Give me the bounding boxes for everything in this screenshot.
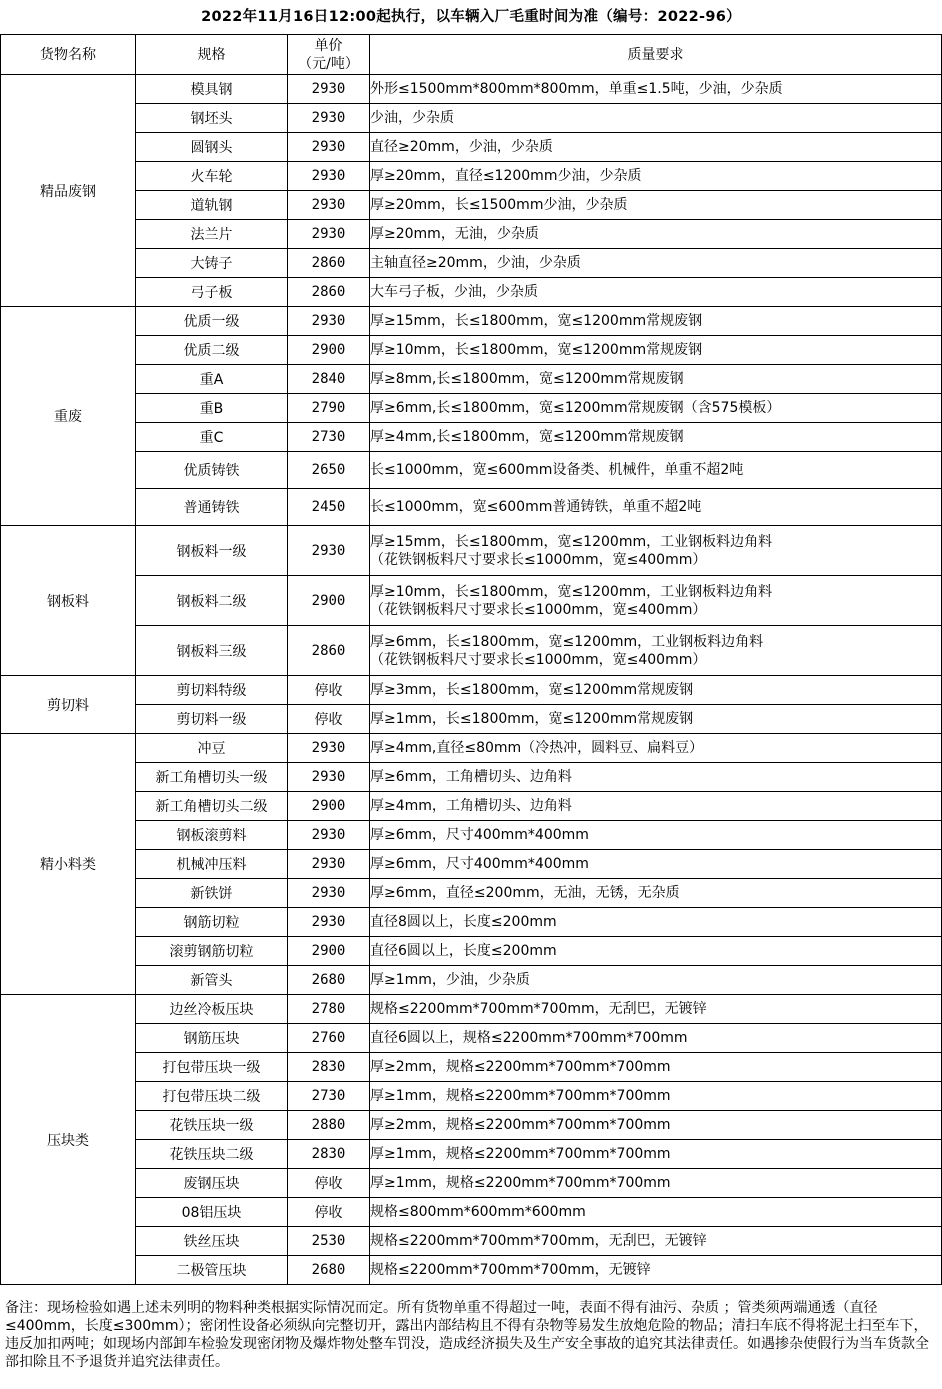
requirement-cell xyxy=(370,133,942,162)
table-row xyxy=(1,307,942,336)
price-cell: 停收 xyxy=(288,705,370,734)
requirement-text: 厚≥20mm，直径≤1200mm少油，少杂质 xyxy=(370,168,642,184)
price-cell: 2900 xyxy=(288,937,370,966)
requirement-text: 长≤1000mm，宽≤600mm普通铸铁，单重不超2吨 xyxy=(370,499,702,515)
spec-cell: 打包带压块一级 xyxy=(136,1053,288,1082)
spec-cell: 钢筋压块 xyxy=(136,1024,288,1053)
price-cell: 2930 xyxy=(288,133,370,162)
price-cell: 2930 xyxy=(288,821,370,850)
header-row xyxy=(1,35,942,75)
requirement-cell xyxy=(370,75,942,104)
requirement-text: 外形≤1500mm*800mm*800mm，单重≤1.5吨，少油，少杂质 xyxy=(370,81,783,97)
spec-cell: 钢坯头 xyxy=(136,104,288,133)
requirement-cell xyxy=(370,676,942,705)
requirement-text: 厚≥4mm,直径≤80mm（冷热冲，圆料豆、扁料豆） xyxy=(370,740,704,756)
price-cell: 2930 xyxy=(288,162,370,191)
table-row xyxy=(1,995,942,1024)
price-cell: 2930 xyxy=(288,220,370,249)
requirement-text: 厚≥2mm，规格≤2200mm*700mm*700mm xyxy=(370,1059,671,1075)
requirement-text: 直径6圆以上，长度≤200mm xyxy=(370,943,557,959)
requirement-text: 厚≥1mm，长≤1800mm，宽≤1200mm常规废钢 xyxy=(370,711,694,727)
requirement-cell xyxy=(370,394,942,423)
spec-cell: 机械冲压料 xyxy=(136,850,288,879)
requirement-text: 厚≥20mm，长≤1500mm少油，少杂质 xyxy=(370,197,628,213)
spec-cell: 大铸子 xyxy=(136,249,288,278)
requirement-text: 厚≥15mm，长≤1800mm，宽≤1200mm，工业钢板料边角料 xyxy=(370,533,773,550)
table-row xyxy=(1,1053,942,1082)
spec-cell: 新工角槽切头一级 xyxy=(136,763,288,792)
requirement-text: 厚≥2mm，规格≤2200mm*700mm*700mm xyxy=(370,1117,671,1133)
price-cell: 2930 xyxy=(288,104,370,133)
table-row xyxy=(1,526,942,576)
table-row xyxy=(1,1111,942,1140)
table-row xyxy=(1,489,942,526)
table-row xyxy=(1,220,942,249)
spec-cell: 打包带压块二级 xyxy=(136,1082,288,1111)
table-row xyxy=(1,792,942,821)
spec-cell: 新工角槽切头二级 xyxy=(136,792,288,821)
page-title: 2022年11月16日12:00起执行，以车辆入厂毛重时间为准（编号：2022-96） xyxy=(201,9,741,25)
requirement-cell xyxy=(370,705,942,734)
spec-cell: 冲豆 xyxy=(136,734,288,763)
spec-cell: 优质一级 xyxy=(136,307,288,336)
spec-cell: 普通铸铁 xyxy=(136,489,288,526)
requirement-text: 厚≥1mm，规格≤2200mm*700mm*700mm xyxy=(370,1146,671,1162)
requirement-text: 厚≥4mm，工角槽切头、边角料 xyxy=(370,798,572,814)
price-cell: 2900 xyxy=(288,792,370,821)
table-row xyxy=(1,676,942,705)
price-cell: 停收 xyxy=(288,1198,370,1227)
requirement-text: 厚≥6mm，尺寸400mm*400mm xyxy=(370,827,589,843)
spec-cell: 道轨钢 xyxy=(136,191,288,220)
table-row xyxy=(1,821,942,850)
spec-cell: 花铁压块二级 xyxy=(136,1140,288,1169)
spec-cell: 铁丝压块 xyxy=(136,1227,288,1256)
requirement-cell xyxy=(370,966,942,995)
spec-cell: 花铁压块一级 xyxy=(136,1111,288,1140)
table-row xyxy=(1,908,942,937)
requirement-cell xyxy=(370,1198,942,1227)
requirement-text: 厚≥6mm，尺寸400mm*400mm xyxy=(370,856,589,872)
category-name: 重废 xyxy=(1,307,136,526)
requirement-subtext: （花铁钢板料尺寸要求长≤1000mm，宽≤400mm） xyxy=(370,551,707,568)
requirement-text: 厚≥6mm，工角槽切头、边角料 xyxy=(370,769,572,785)
requirement-cell xyxy=(370,1256,942,1285)
table-row xyxy=(1,191,942,220)
requirement-text: 少油，少杂质 xyxy=(370,110,454,126)
price-cell: 2930 xyxy=(288,75,370,104)
requirement-cell xyxy=(370,489,942,526)
requirement-cell xyxy=(370,1053,942,1082)
requirement-text: 厚≥1mm，规格≤2200mm*700mm*700mm xyxy=(370,1088,671,1104)
header-name: 货物名称 xyxy=(1,35,136,75)
requirement-cell xyxy=(370,908,942,937)
price-cell: 2880 xyxy=(288,1111,370,1140)
spec-cell: 火车轮 xyxy=(136,162,288,191)
requirement-cell xyxy=(370,850,942,879)
price-cell: 2860 xyxy=(288,626,370,676)
price-cell: 2530 xyxy=(288,1227,370,1256)
spec-cell: 圆钢头 xyxy=(136,133,288,162)
table-row xyxy=(1,133,942,162)
table-row xyxy=(1,1082,942,1111)
category-name: 压块类 xyxy=(1,995,136,1285)
category-name: 剪切料 xyxy=(1,676,136,734)
table-row xyxy=(1,394,942,423)
header-price xyxy=(288,35,370,75)
price-cell: 2930 xyxy=(288,307,370,336)
table-row xyxy=(1,336,942,365)
spec-cell: 钢板料一级 xyxy=(136,526,288,576)
spec-cell: 新管头 xyxy=(136,966,288,995)
requirement-cell xyxy=(370,220,942,249)
requirement-cell xyxy=(370,1227,942,1256)
price-cell: 2930 xyxy=(288,850,370,879)
table-row xyxy=(1,249,942,278)
table-row xyxy=(1,1198,942,1227)
requirement-cell xyxy=(370,249,942,278)
table-row xyxy=(1,850,942,879)
requirement-cell xyxy=(370,763,942,792)
table-row xyxy=(1,1256,942,1285)
requirement-cell xyxy=(370,734,942,763)
price-cell: 2780 xyxy=(288,995,370,1024)
requirement-cell xyxy=(370,526,942,576)
requirement-subtext: （花铁钢板料尺寸要求长≤1000mm，宽≤400mm） xyxy=(370,601,707,618)
requirement-text: 规格≤2200mm*700mm*700mm，无镀锌 xyxy=(370,1262,651,1278)
table-row xyxy=(1,734,942,763)
price-cell: 2930 xyxy=(288,734,370,763)
table-row xyxy=(1,879,942,908)
price-cell: 2650 xyxy=(288,452,370,489)
requirement-cell xyxy=(370,336,942,365)
spec-cell: 弓子板 xyxy=(136,278,288,307)
requirement-text: 厚≥3mm，长≤1800mm，宽≤1200mm常规废钢 xyxy=(370,682,694,698)
requirement-text: 厚≥10mm，长≤1800mm，宽≤1200mm常规废钢 xyxy=(370,342,703,358)
price-cell: 停收 xyxy=(288,676,370,705)
spec-cell: 剪切料一级 xyxy=(136,705,288,734)
table-row xyxy=(1,763,942,792)
price-cell: 2900 xyxy=(288,336,370,365)
table-row xyxy=(1,1140,942,1169)
price-cell: 2930 xyxy=(288,191,370,220)
category-name: 精小料类 xyxy=(1,734,136,995)
spec-cell: 模具钢 xyxy=(136,75,288,104)
price-cell: 2830 xyxy=(288,1140,370,1169)
requirement-cell xyxy=(370,937,942,966)
requirement-text: 主轴直径≥20mm，少油，少杂质 xyxy=(370,255,581,271)
requirement-subtext: （花铁钢板料尺寸要求长≤1000mm，宽≤400mm） xyxy=(370,651,707,668)
spec-cell: 剪切料特级 xyxy=(136,676,288,705)
spec-cell: 钢板料三级 xyxy=(136,626,288,676)
spec-cell: 重B xyxy=(136,394,288,423)
spec-cell: 废钢压块 xyxy=(136,1169,288,1198)
requirement-text: 厚≥4mm,长≤1800mm，宽≤1200mm常规废钢 xyxy=(370,429,684,445)
price-cell: 2860 xyxy=(288,278,370,307)
requirement-cell xyxy=(370,191,942,220)
table-row xyxy=(1,937,942,966)
price-cell: 2930 xyxy=(288,908,370,937)
requirement-cell xyxy=(370,792,942,821)
header-price-line1: 单价 xyxy=(314,37,343,54)
price-cell: 2760 xyxy=(288,1024,370,1053)
table-row xyxy=(1,576,942,626)
category-name: 钢板料 xyxy=(1,526,136,676)
price-cell: 2860 xyxy=(288,249,370,278)
price-cell: 2930 xyxy=(288,526,370,576)
requirement-cell xyxy=(370,1024,942,1053)
requirement-cell xyxy=(370,1111,942,1140)
price-cell: 2730 xyxy=(288,423,370,452)
table-row xyxy=(1,278,942,307)
table-row xyxy=(1,1227,942,1256)
requirement-text: 直径≥20mm，少油，少杂质 xyxy=(370,139,553,155)
price-cell: 2730 xyxy=(288,1082,370,1111)
table-row xyxy=(1,1169,942,1198)
price-cell: 停收 xyxy=(288,1169,370,1198)
requirement-text: 厚≥6mm，长≤1800mm，宽≤1200mm，工业钢板料边角料 xyxy=(370,633,764,650)
price-cell: 2840 xyxy=(288,365,370,394)
requirement-text: 直径8圆以上，长度≤200mm xyxy=(370,914,557,930)
spec-cell: 滚剪钢筋切粒 xyxy=(136,937,288,966)
requirement-cell xyxy=(370,626,942,676)
requirement-text: 厚≥15mm，长≤1800mm，宽≤1200mm常规废钢 xyxy=(370,313,703,329)
price-cell: 2450 xyxy=(288,489,370,526)
spec-cell: 钢板料二级 xyxy=(136,576,288,626)
requirement-cell xyxy=(370,1082,942,1111)
requirement-cell xyxy=(370,423,942,452)
requirement-cell xyxy=(370,365,942,394)
requirement-cell xyxy=(370,1169,942,1198)
spec-cell: 二极管压块 xyxy=(136,1256,288,1285)
price-cell: 2930 xyxy=(288,879,370,908)
table-row xyxy=(1,626,942,676)
remark-note: 备注：现场检验如遇上述未列明的物料种类根据实际情况而定。所有货物单重不得超过一吨，表面不得有油污、杂质 ；管类须两端通透（直径≤400mm，长度≤300mm）；密闭性设备必须纵向完整切开，露出内部结构且不得有杂物等易发生放炮危险的物品；清扫车底不得将泥土扫至车下，违反加扣两吨；如现场内部卸车检验发现密闭物及爆炸物处整车罚没，造成经济损失及生产安全事故的追究其法律责任。如遇掺杂使假行为当车货款全部扣除且不予退货并追究法律责任。 xyxy=(5,1300,929,1370)
price-cell: 2680 xyxy=(288,1256,370,1285)
requirement-text: 厚≥6mm,长≤1800mm，宽≤1200mm常规废钢（含575模板） xyxy=(370,400,781,416)
spec-cell: 重A xyxy=(136,365,288,394)
requirement-text: 厚≥10mm，长≤1800mm，宽≤1200mm，工业钢板料边角料 xyxy=(370,583,773,600)
price-cell: 2790 xyxy=(288,394,370,423)
spec-cell: 优质二级 xyxy=(136,336,288,365)
requirement-cell xyxy=(370,104,942,133)
price-cell: 2830 xyxy=(288,1053,370,1082)
table-row xyxy=(1,104,942,133)
requirement-text: 厚≥20mm，无油，少杂质 xyxy=(370,226,539,242)
table-row xyxy=(1,966,942,995)
requirement-text: 规格≤2200mm*700mm*700mm，无刮巴，无镀锌 xyxy=(370,1233,707,1249)
requirement-cell xyxy=(370,162,942,191)
table-row xyxy=(1,452,942,489)
requirement-cell xyxy=(370,821,942,850)
price-cell: 2680 xyxy=(288,966,370,995)
price-cell: 2900 xyxy=(288,576,370,626)
requirement-text: 大车弓子板，少油，少杂质 xyxy=(370,284,538,300)
requirement-cell xyxy=(370,307,942,336)
requirement-text: 规格≤2200mm*700mm*700mm，无刮巴，无镀锌 xyxy=(370,1001,707,1017)
requirement-text: 长≤1000mm，宽≤600mm设备类、机械件，单重不超2吨 xyxy=(370,462,744,478)
spec-cell: 新铁饼 xyxy=(136,879,288,908)
requirement-cell xyxy=(370,995,942,1024)
table-row xyxy=(1,705,942,734)
requirement-cell xyxy=(370,879,942,908)
price-cell: 2930 xyxy=(288,763,370,792)
spec-cell: 钢板滚剪料 xyxy=(136,821,288,850)
requirement-text: 厚≥1mm，少油，少杂质 xyxy=(370,972,530,988)
requirement-text: 直径6圆以上，规格≤2200mm*700mm*700mm xyxy=(370,1030,688,1046)
spec-cell: 边丝冷板压块 xyxy=(136,995,288,1024)
table-row xyxy=(1,162,942,191)
requirement-text: 规格≤800mm*600mm*600mm xyxy=(370,1204,586,1220)
requirement-cell xyxy=(370,278,942,307)
spec-cell: 法兰片 xyxy=(136,220,288,249)
category-name: 精品废钢 xyxy=(1,75,136,307)
spec-cell: 优质铸铁 xyxy=(136,452,288,489)
header-price-line2: （元/吨） xyxy=(298,55,359,72)
spec-cell: 钢筋切粒 xyxy=(136,908,288,937)
requirement-text: 厚≥6mm，直径≤200mm，无油，无锈，无杂质 xyxy=(370,885,680,901)
table-row xyxy=(1,423,942,452)
table-row xyxy=(1,75,942,104)
requirement-text: 厚≥8mm,长≤1800mm，宽≤1200mm常规废钢 xyxy=(370,371,684,387)
price-table xyxy=(0,34,942,1285)
requirement-text: 厚≥1mm，规格≤2200mm*700mm*700mm xyxy=(370,1175,671,1191)
requirement-cell xyxy=(370,452,942,489)
table-row xyxy=(1,1024,942,1053)
spec-cell: 08铝压块 xyxy=(136,1198,288,1227)
header-spec: 规格 xyxy=(136,35,288,75)
requirement-cell xyxy=(370,576,942,626)
header-req: 质量要求 xyxy=(370,35,942,75)
requirement-cell xyxy=(370,1140,942,1169)
table-row xyxy=(1,365,942,394)
spec-cell: 重C xyxy=(136,423,288,452)
